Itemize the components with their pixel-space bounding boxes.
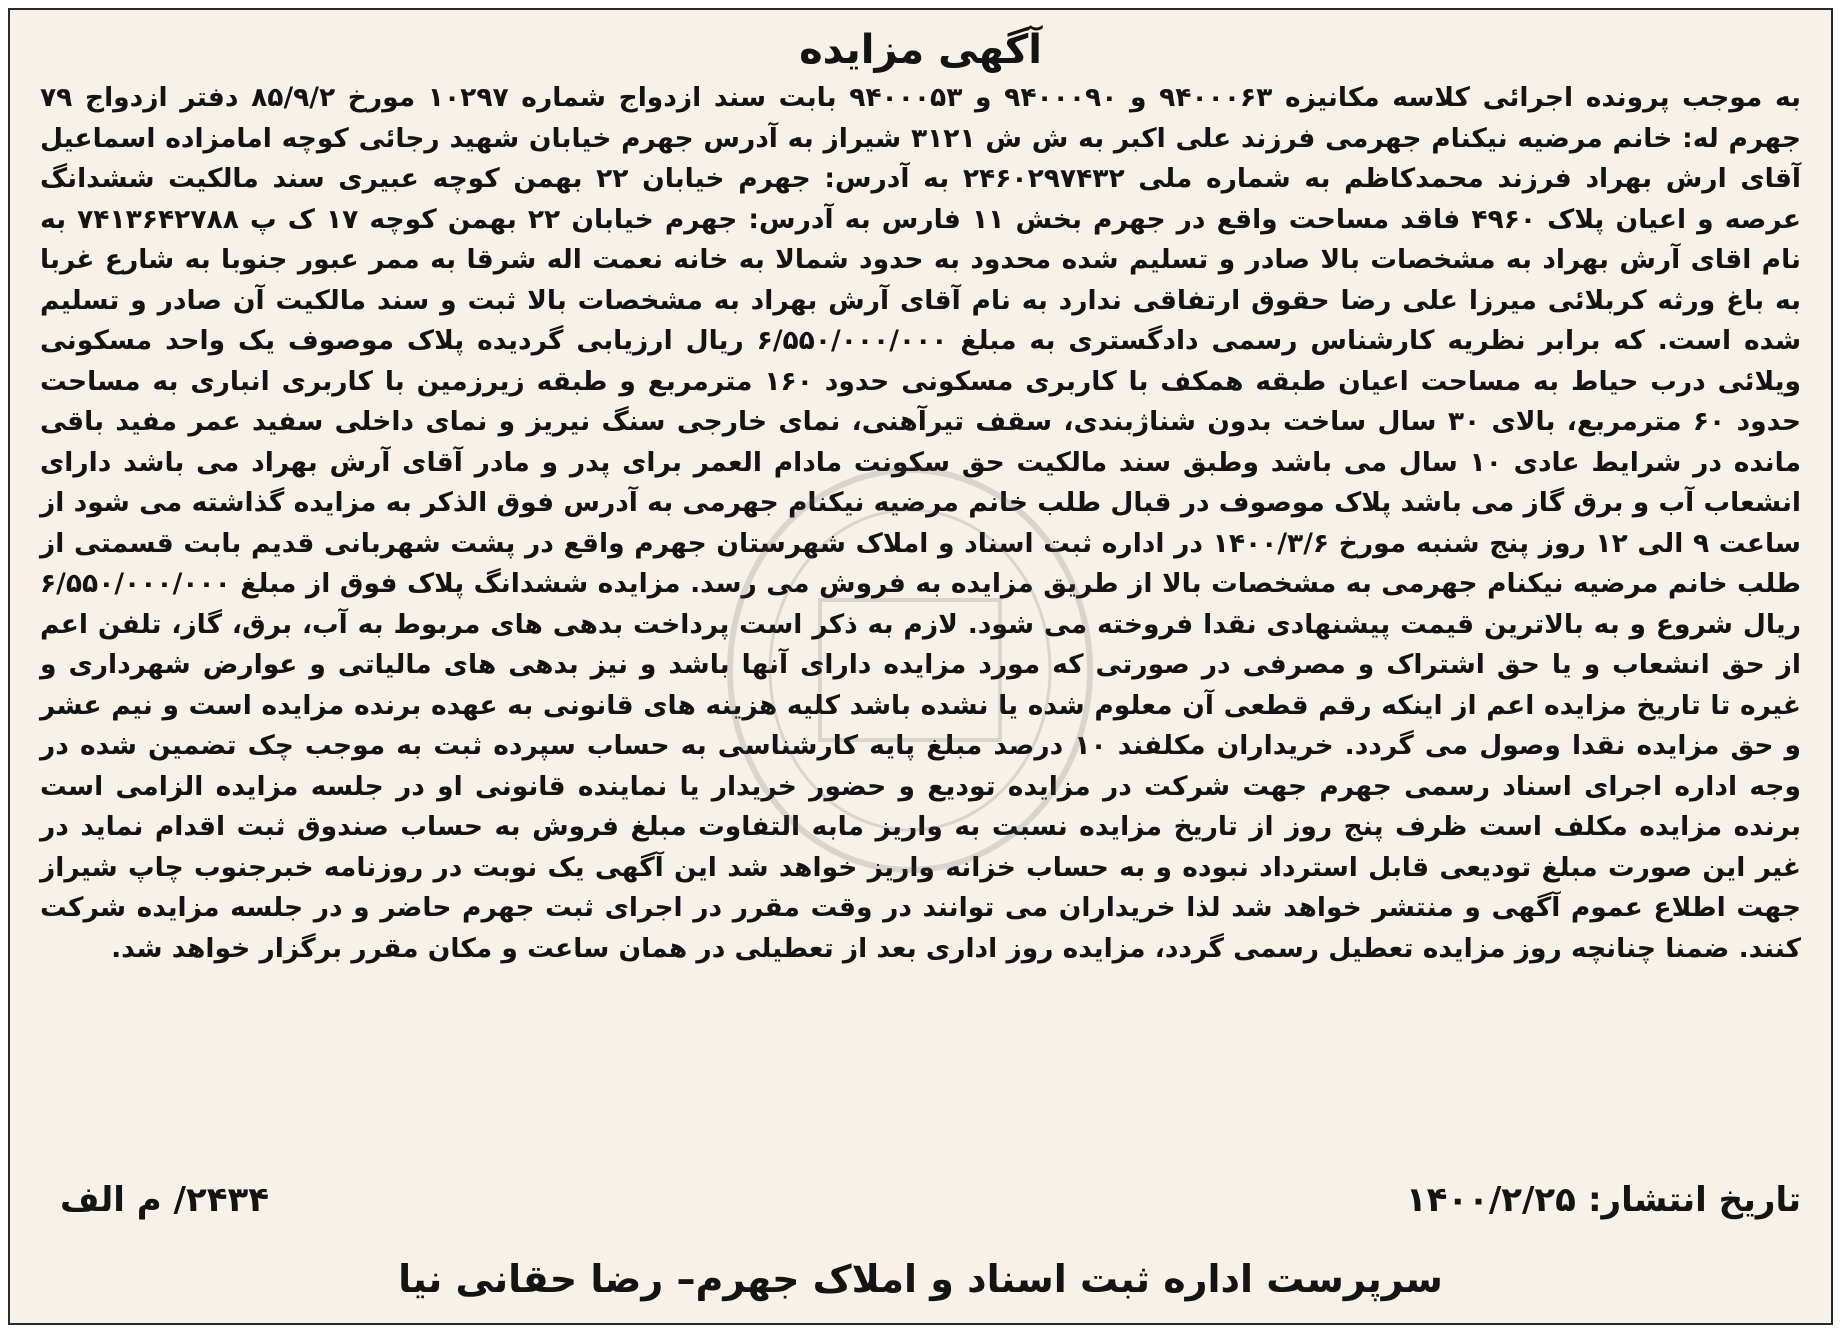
publish-date-group	[1406, 1180, 1801, 1220]
publish-date-label: تاریخ انتشار:	[1587, 1180, 1801, 1220]
auction-notice	[8, 8, 1833, 1325]
notice-title: آگهی مزایده	[799, 27, 1042, 73]
signature-line: سرپرست اداره ثبت اسناد و املاک جهرم– رضا حقانی نیا	[398, 1257, 1443, 1301]
notice-body: به موجب پرونده اجرائی کلاسه مکانیزه ۹۴۰۰۰۶۳ و ۹۴۰۰۰۹۰ و ۹۴۰۰۰۵۳ بابت سند ازدواج شماره ۱۰۲۹۷ مورخ ۸۵/۹/۲ دفتر ازدواج ۷۹ جهرم له: خانم مرضیه نیکنام جهرمی فرزند علی اکبر به ش ش ۳۱۲۱ شیراز به آدرس جهرم خیابان شهید رجائی کوچه امامزاده اسماعیل آقای ارش بهراد فرزند محمدکاظم به شماره ملی ۲۴۶۰۲۹۷۴۳۲ به آدرس: جهرم خیابان ۲۲ بهمن کوچه عبیری سند مالکیت ششدانگ عرصه و اعیان پلاک ۴۹۶۰ فاقد مساحت واقع در جهرم بخش ۱۱ فارس به آدرس: جهرم خیابان ۲۲ بهمن کوچه ۱۷ ک پ ۷۴۱۳۶۴۲۷۸۸ به نام اقای آرش بهراد به مشخصات بالا صادر و تسلیم شده محدود به حدود شمالا به خانه نعمت اله شرقا به ممر عبور جنوبا به شارع غربا به باغ ورثه کربلائی میرزا علی رضا حقوق ارتفاقی ندارد به نام آقای آرش بهراد به مشخصات بالا ثبت و سند مالکیت آن صادر و تسلیم شده است. که برابر نظریه کارشناس رسمی دادگستری به مبلغ ۶/۵۵۰/۰۰۰/۰۰۰ ریال ارزیابی گردیده پلاک موصوف یک واحد مسکونی ویلائی درب حیاط به مساحت اعیان طبقه همکف با کاربری مسکونی حدود ۱۶۰ مترمربع و طبقه زیرزمین با کاربری انباری به مساحت حدود ۶۰ مترمربع، بالای ۳۰ سال ساخت بدون شناژبندی، سقف تیرآهنی، نمای خارجی سنگ نیریز و نمای داخلی سفید عمر مفید باقی مانده در شرایط عادی ۱۰ سال می باشد وطبق سند مالکیت حق سکونت مادام العمر برای پدر و مادر آقای آرش بهراد می باشد دارای انشعاب آب و برق گاز می باشد پلاک موصوف در قبال طلب خانم مرضیه نیکنام جهرمی به آدرس فوق الذکر به مزایده گذاشته می شود از ساعت ۹ الی ۱۲ روز پنج شنبه مورخ ۱۴۰۰/۳/۶ در اداره ثبت اسناد و املاک شهرستان جهرم واقع در پشت شهربانی قدیم بابت قسمتی از طلب خانم مرضیه نیکنام جهرمی به مشخصات بالا از طریق مزایده به فروش می رسد. مزایده ششدانگ پلاک فوق از مبلغ ۶/۵۵۰/۰۰۰/۰۰۰ ریال شروع و به بالاترین قیمت پیشنهادی نقدا فروخته می شود. لازم به ذکر است پرداخت بدهی های مربوط به آب، برق، گاز، تلفن اعم از حق انشعاب و یا حق اشتراک و مصرفی در صورتی که مورد مزایده دارای آنها باشد و نیز بدهی های مالیاتی و عوارض شهرداری و غیره تا تاریخ مزایده اعم از اینکه رقم قطعی آن معلوم شده یا نشده باشد کلیه هزینه های قانونی به عهده برنده مزایده است و نیم عشر و حق مزایده نقدا وصول می گردد. خریداران مکلفند ۱۰ درصد مبلغ پایه کارشناسی به حساب سپرده ثبت به موجب چک تضمین شده در وجه اداره اجرای اسناد رسمی جهرم جهت شرکت در مزایده تودیع و حضور خریدار یا نماینده قانونی او در جلسه مزایده الزامی است برنده مزایده مکلف است ظرف پنج روز از تاریخ مزایده نسبت به واریز مابه التفاوت مبلغ فروش به حساب صندوق ثبت اقدام نماید در غیر این صورت مبلغ تودیعی قابل استرداد نبوده و به حساب خزانه واریز خواهد شد این آگهی یک نوبت در روزنامه خبرجنوب چاپ شیراز جهت اطلاع عموم آگهی و منتشر خواهد شد لذا خریداران می توانند در وقت مقرر در اجرای ثبت جهرم حاضر و در جلسه مزایده شرکت کنند. ضمنا چنانچه روز مزایده تعطیل رسمی گردد، مزایده روز اداری بعد از تعطیلی در همان ساعت و مکان مقرر برگزار خواهد شد.	[40, 82, 1801, 964]
notice-footer	[60, 1172, 1801, 1228]
publish-date-value: ۱۴۰۰/۲/۲۵	[1405, 1180, 1576, 1220]
reference-code: ۲۴۳۴/ م الف	[60, 1180, 269, 1220]
